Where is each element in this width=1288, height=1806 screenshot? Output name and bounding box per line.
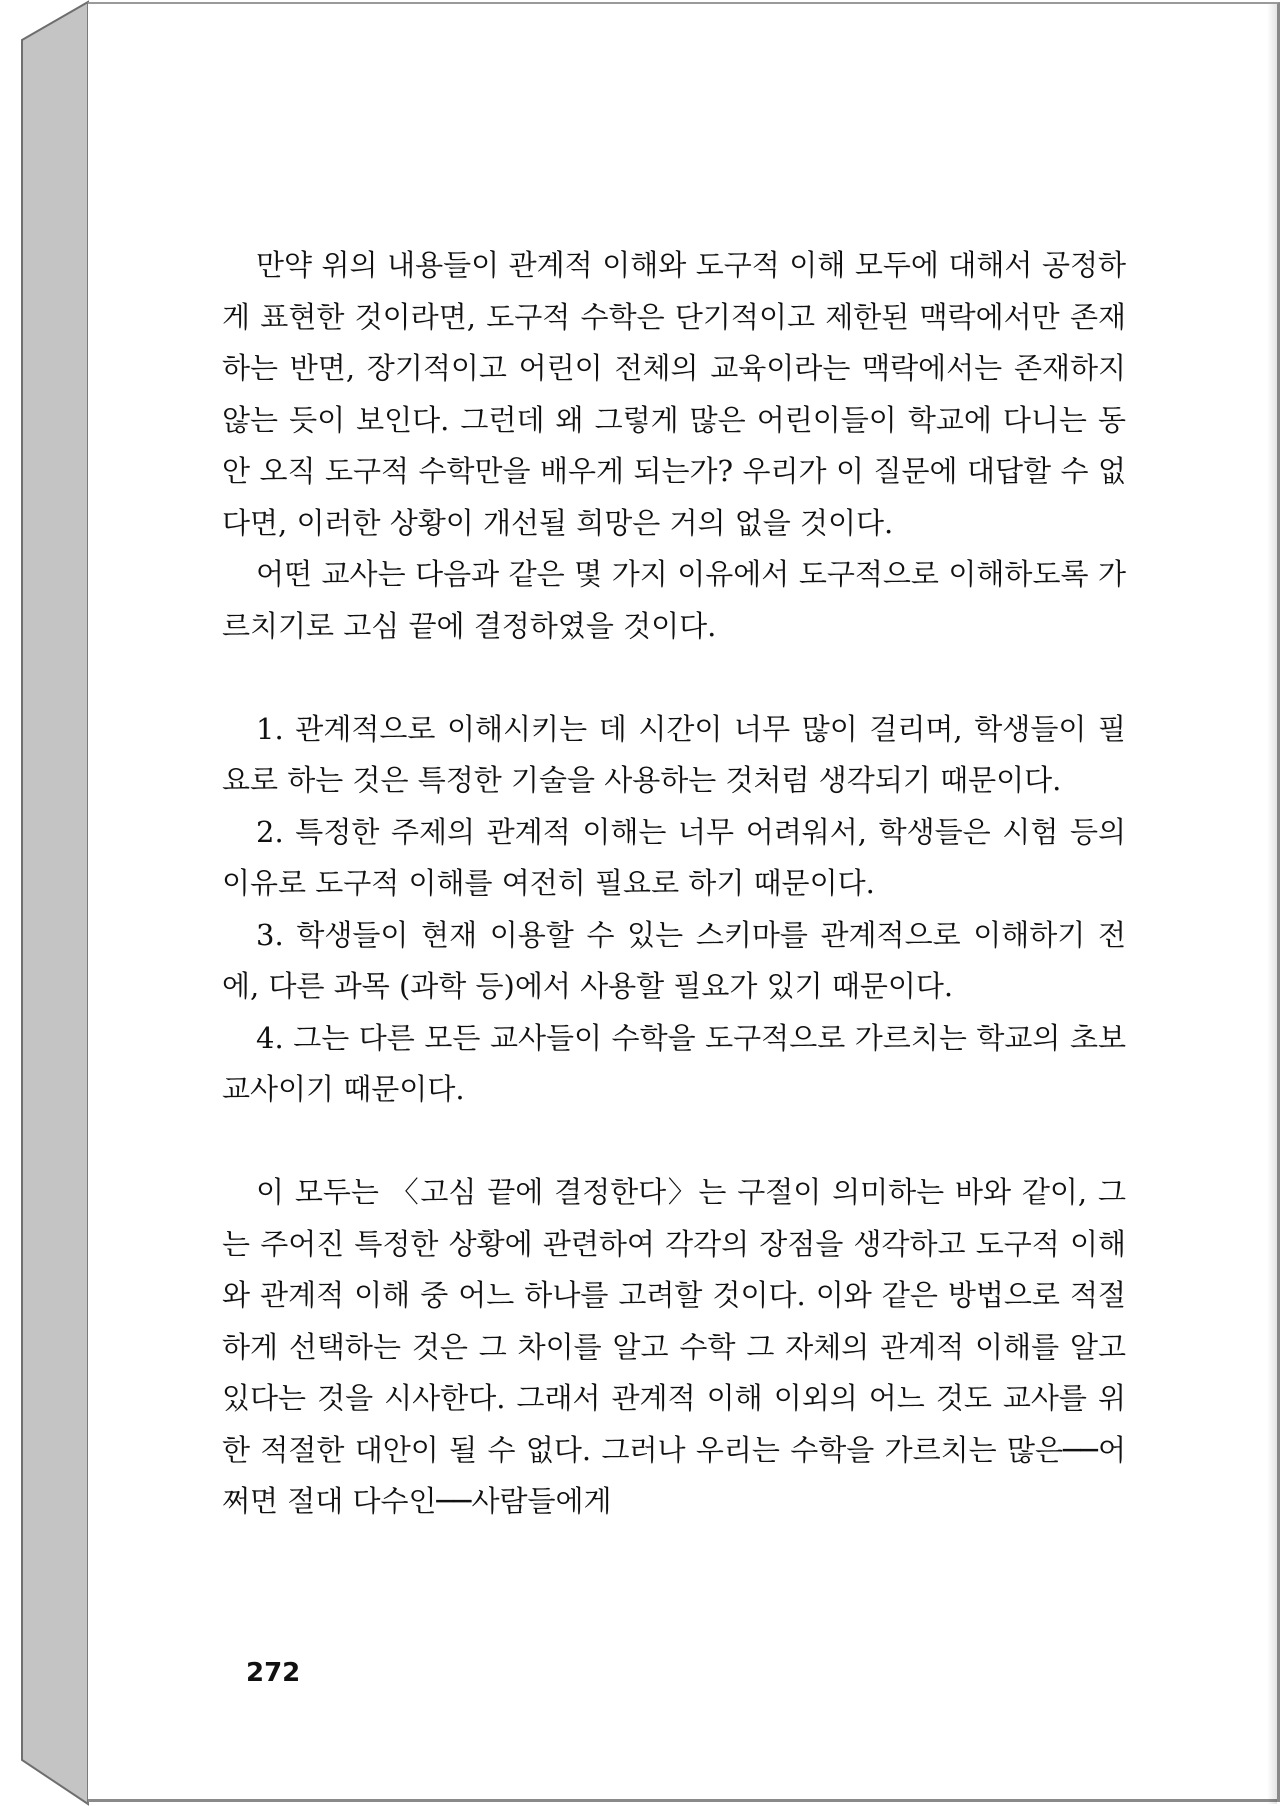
paragraph-2: 어떤 교사는 다음과 같은 몇 가지 이유에서 도구적으로 이해하도록 가르치기로 고심 끝에 결정하였을 것이다. [222, 557, 1126, 643]
list-item-2: 2. 특정한 주제의 관계적 이해는 너무 어려워서, 학생들은 시험 등의 이유로 도구적 이해를 여전히 필요로 하기 때문이다. [222, 814, 1126, 900]
paragraph-3: 이 모두는 〈고심 끝에 결정한다〉는 구절이 의미하는 바와 같이, 그는 주어진 특정한 상황에 관련하여 각각의 장점을 생각하고 도구적 이해와 관계적 이해 중 어느 하나를 고려할 것이다. 이와 같은 방법으로 적절하게 선택하는 것은 그 차이를 알고 수학 그 자체의 관계적 이해를 알고 있다는 것을 시사한다. 그래서 관계적 이해 이외의 어느 것도 교사를 위한 적절한 대안이 될 수 없다. 그러나 우리는 수학을 가르치는 많은──어쩌면 절대 다수인──사람들에게 [222, 1175, 1126, 1518]
page-body-text [222, 240, 1126, 1528]
list-item-4: 4. 그는 다른 모든 교사들이 수학을 도구적으로 가르치는 학교의 초보 교사이기 때문이다. [222, 1020, 1126, 1106]
page-number: 272 [246, 1658, 301, 1688]
list-item-3: 3. 학생들이 현재 이용할 수 있는 스키마를 관계적으로 이해하기 전에, 다른 과목 (과학 등)에서 사용할 필요가 있기 때문이다. [222, 917, 1126, 1003]
paragraph-1: 만약 위의 내용들이 관계적 이해와 도구적 이해 모두에 대해서 공정하게 표현한 것이라면, 도구적 수학은 단기적이고 제한된 맥락에서만 존재하는 반면, 장기적이고 어린이 전체의 교육이라는 맥락에서는 존재하지 않는 듯이 보인다. 그런데 왜 그렇게 많은 어린이들이 학교에 다니는 동안 오직 도구적 수학만을 배우게 되는가? 우리가 이 질문에 대답할 수 없다면, 이러한 상황이 개선될 희망은 거의 없을 것이다. [222, 248, 1126, 540]
section-spacer [222, 1116, 1126, 1168]
list-item-1: 1. 관계적으로 이해시키는 데 시간이 너무 많이 걸리며, 학생들이 필요로 하는 것은 특정한 기술을 사용하는 것처럼 생각되기 때문이다. [222, 711, 1126, 797]
page-edge-shadow [1267, 4, 1277, 1804]
section-spacer [222, 652, 1126, 704]
